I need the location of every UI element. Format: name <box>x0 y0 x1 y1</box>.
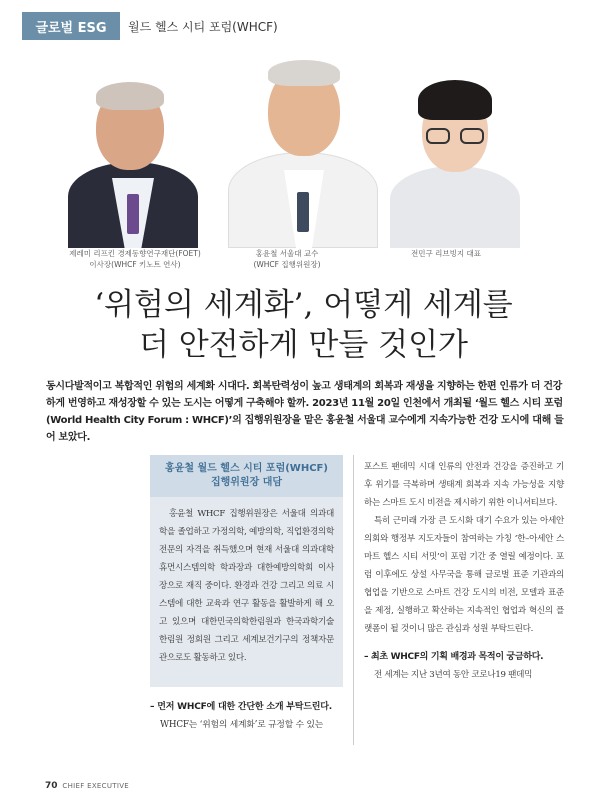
page-footer <box>45 781 129 791</box>
profile-box <box>150 455 343 687</box>
section-tag: 글로벌 ESG <box>22 12 120 40</box>
photo-caption-1: 제레미 리프킨 경제동향연구재단(FOET) 이사장(WHCF 키노트 연사) <box>69 249 201 269</box>
profile-box-title: 홍윤철 월드 헬스 시티 포럼(WHCF) 집행위원장 대담 <box>150 455 343 497</box>
section-title: 월드 헬스 시티 포럼(WHCF) <box>128 20 278 34</box>
interview-question-1: – 먼저 WHCF에 대한 간단한 소개 부탁드린다. <box>150 702 332 712</box>
photo-caption-3: 전민구 리브빙지 대표 <box>411 249 481 258</box>
page-number: 70 <box>45 781 58 791</box>
profile-box-body: 홍윤철 WHCF 집행위원장은 서울대 의과대학을 졸업하고 가정의학, 예방의학, 직업환경의학 전문의 자격을 취득했으며 현재 서울대 의과대학 휴먼시스템의학 학과장과 대한예방의학회 이사장으로 재직 중이다. 환경과 건강 그리고 의료 시스템에 대한 교육과 연구 활동을 활발하게 해 오고 있으며 대한민국의학한림원과 한국과학기술한림원 정회원 그리고 세계보건기구의 정책자문관으로도 활동하고 있다. <box>159 509 334 663</box>
right-paragraph-1: 포스트 팬데믹 시대 인류의 안전과 건강을 증진하고 기후 위기를 극복하며 생태계 회복과 지속 가능성을 지향하는 스마트 도시 비전을 제시하기 위한 이니셔티브다. <box>364 462 564 508</box>
right-column <box>364 458 564 684</box>
interviewee-photos <box>60 52 550 248</box>
portrait-jeon-min-gu <box>390 68 520 248</box>
interview-answer-1: WHCF는 ‘위험의 세계화’로 규정할 수 있는 <box>160 720 324 730</box>
portrait-jeremy-rifkin <box>68 68 198 248</box>
right-paragraph-2: 특히 근미래 가장 큰 도시화 대기 수요가 있는 아세안 의회와 행정부 지도자들이 참여하는 가칭 ‘한–아세안 스마트 헬스 시티 서밋’이 포럼 기간 중 열릴 예정이다. 포럼 이후에도 상설 사무국을 통해 글로벌 표준 기관과의 협업을 기반으로 스마트 건강 도시의 비전, 모델과 표준을 제정, 실행하고 확산하는 지속적인 협업과 혁신의 플랫폼이 될 것이니 많은 관심과 성원 부탁드린다. <box>364 516 564 634</box>
interview-question-2: – 최초 WHCF의 기획 배경과 목적이 궁금하다. <box>364 652 544 662</box>
photo-caption-2: 홍윤철 서울대 교수 (WHCF 집행위원장) <box>253 249 321 269</box>
magazine-name: CHIEF EXECUTIVE <box>62 782 130 790</box>
portrait-hong-yun-cheol <box>228 52 378 248</box>
column-divider <box>353 455 354 745</box>
interview-answer-2: 전 세계는 지난 3년여 동안 코로나19 팬데믹 <box>374 670 533 680</box>
article-lead: 동시다발적이고 복합적인 위험의 세계화 시대다. 회복탄력성이 높고 생태계의 회복과 재생을 지향하는 한편 인류가 더 건강하게 번영하고 재성장할 수 있는 도시는 어떻게 구축해야 할까. 2023년 11월 20일 인천에서 개최될 ‘월드 헬스 시티 포럼(World Health City Forum : WHCF)’의 집행위원장을 맡은 홍윤철 서울대 교수에게 지속가능한 건강 도시에 대해 들어 보았다. <box>46 381 564 443</box>
left-column-continued <box>150 698 345 734</box>
article-headline: ‘위험의 세계화’, 어떻게 세계를 더 안전하게 만들 것인가 <box>94 287 513 363</box>
